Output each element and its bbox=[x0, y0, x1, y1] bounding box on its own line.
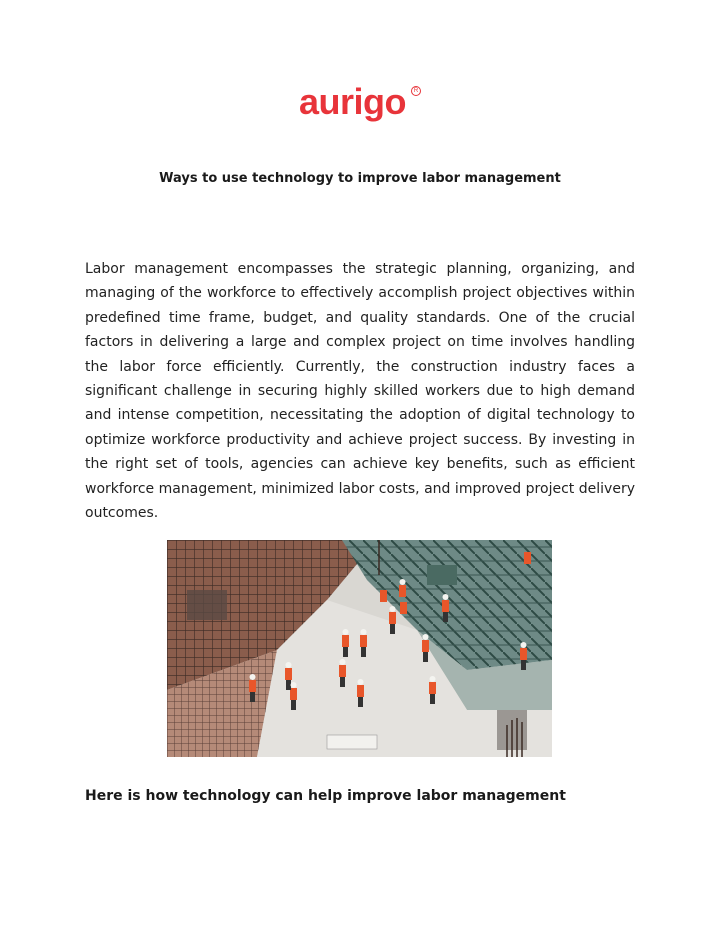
logo-wordmark: aurigo bbox=[299, 81, 407, 122]
intro-paragraph: Labor management encompasses the strategic planning, organizing, and managing of the workforce to effectively accomplish project objectives within predefined time frame, budget, and quality standards. One of the crucial factors in delivering a large and complex project on time involves handling the labor force efficiently. Currently, the construction industry faces a significant challenge in securing highly skilled workers due to high demand and intense competition, necessitating the adoption of digital technology to optimize workforce productivity and achieve project success. By investing in the right set of tools, agencies can achieve key benefits, such as efficient workforce management, minimized labor costs, and improved project delivery outcomes. bbox=[85, 261, 635, 522]
registered-mark-icon: R bbox=[411, 86, 421, 96]
aurigo-logo bbox=[299, 81, 421, 126]
construction-site-photo bbox=[167, 540, 552, 757]
section-subheading: Here is how technology can help improve labor management bbox=[85, 788, 566, 804]
document-title: Ways to use technology to improve labor management bbox=[159, 171, 561, 186]
